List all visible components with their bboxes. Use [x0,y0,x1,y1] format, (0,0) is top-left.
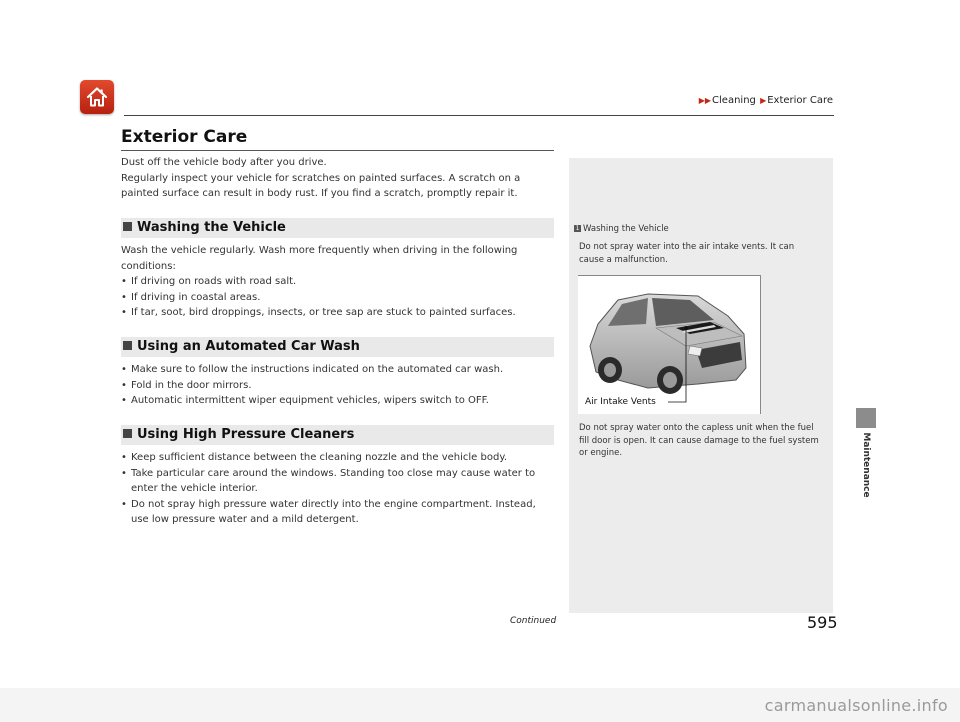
automated-list [121,362,553,409]
automated-content [121,362,553,409]
home-icon [85,85,109,109]
section-heading-text: Using High Pressure Cleaners [137,427,355,442]
washing-paragraph: Wash the vehicle regularly. Wash more frequently when driving in the following conditions: [121,245,518,272]
note-text-fuel: Do not spray water onto the capless unit when the fuel fill door is open. It can cause damage to the fuel system or engine. [579,423,819,458]
breadcrumb-item-exterior-care[interactable]: Exterior Care [767,95,833,106]
intro-text [121,155,561,202]
list-item: • If tar, soot, bird droppings, insects, or tree sap are stuck to painted surfaces. [121,305,553,321]
washing-list [121,274,553,321]
callout-label-air-intake: Air Intake Vents [585,397,656,407]
note-marker: 1 [575,225,580,232]
note-title-text: Washing the Vehicle [583,224,669,234]
intro-line: Dust off the vehicle body after you drive. [121,157,327,168]
square-bullet-icon [123,429,132,438]
page-number: 595 [807,613,838,632]
square-bullet-icon [123,222,132,231]
triangle-right-icon: ▶▶ [698,96,712,105]
triangle-right-icon: ▶ [760,96,767,105]
car-illustration [578,275,761,414]
intro-paragraph: Regularly inspect your vehicle for scratches on painted surfaces. A scratch on a painted surface can result in body rust. If you find a scratch, promptly repair it. [121,172,521,199]
list-item: • Fold in the door mirrors. [121,378,553,394]
list-item: • Do not spray high pressure water directly into the engine compartment. Instead, use low pressure water and a mild detergent. [121,497,553,528]
list-item: • If driving in coastal areas. [121,290,553,306]
watermark-text[interactable]: carmanualsonline.info [764,696,948,715]
breadcrumb-item-cleaning[interactable]: Cleaning [712,95,756,106]
section-heading-text: Washing the Vehicle [137,220,286,235]
note-title[interactable] [574,224,669,234]
continued-label: Continued [510,616,557,626]
section-heading-text: Using an Automated Car Wash [137,339,360,354]
list-item: • Automatic intermittent wiper equipment vehicles, wipers switch to OFF. [121,393,553,409]
washing-content [121,243,553,321]
list-item: • Take particular care around the windows. Standing too close may cause water to enter the vehicle interior. [121,466,553,497]
high-pressure-content [121,450,553,528]
section-heading-high-pressure [121,425,554,445]
car-image [578,276,760,414]
breadcrumb [698,95,833,106]
list-item: • Make sure to follow the instructions indicated on the automated car wash. [121,362,553,378]
high-pressure-list [121,450,553,528]
side-tab-label: Maintenance [861,432,871,498]
home-button[interactable] [80,80,114,114]
header-divider [124,115,834,116]
note-text-intake: Do not spray water into the air intake vents. It can cause a malfunction. [579,242,795,265]
section-heading-automated [121,337,554,357]
section-heading-washing [121,218,554,238]
page-title: Exterior Care [121,127,248,147]
list-item: • Keep sufficient distance between the cleaning nozzle and the vehicle body. [121,450,553,466]
square-bullet-icon [123,341,132,350]
list-item: • If driving on roads with road salt. [121,274,553,290]
title-divider [121,150,554,151]
